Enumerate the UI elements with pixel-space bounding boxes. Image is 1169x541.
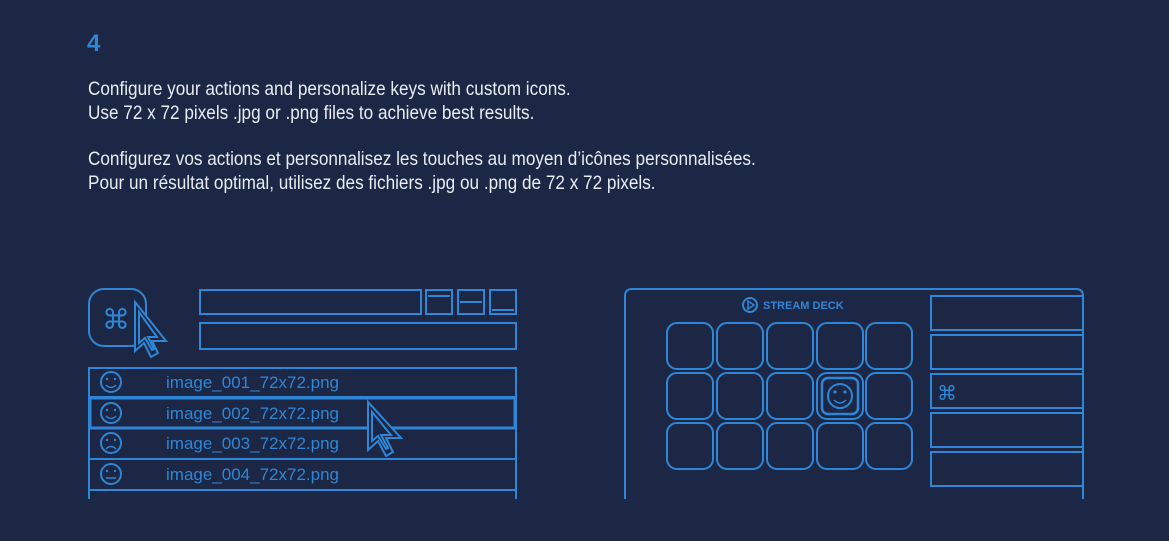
window-title-bar	[200, 290, 421, 314]
action-list-item[interactable]	[931, 413, 1083, 447]
stream-deck-key[interactable]	[717, 323, 763, 369]
stream-deck-key[interactable]	[717, 373, 763, 419]
address-bar[interactable]	[200, 323, 516, 349]
stream-deck-key[interactable]	[667, 323, 713, 369]
instructions-french-line-2: Pour un résultat optimal, utilisez des fichiers .jpg ou .png de 72 x 72 pixels.	[88, 172, 656, 194]
command-symbol: ⌘	[102, 303, 130, 336]
stream-deck-window-frame	[625, 289, 1083, 499]
file-name[interactable]: image_004_72x72.png	[166, 465, 339, 484]
instructions-english-line-2: Use 72 x 72 pixels .jpg or .png files to achieve best results.	[88, 102, 535, 124]
stream-deck-key[interactable]	[866, 423, 912, 469]
stream-deck-key[interactable]	[667, 423, 713, 469]
file-name[interactable]: image_002_72x72.png	[166, 404, 339, 423]
action-list-item[interactable]	[931, 335, 1083, 369]
sad-face-icon	[101, 433, 121, 453]
stream-deck-key[interactable]	[817, 423, 863, 469]
app-window-illustration	[89, 289, 516, 499]
stream-deck-key[interactable]	[767, 323, 813, 369]
file-name[interactable]: image_001_72x72.png	[166, 373, 339, 392]
action-list-item[interactable]	[931, 452, 1083, 486]
file-name[interactable]: image_003_72x72.png	[166, 434, 339, 453]
command-symbol: ⌘	[937, 381, 957, 405]
window-maximize-button[interactable]	[426, 290, 452, 314]
stream-deck-window	[625, 289, 1083, 499]
stream-deck-key[interactable]	[817, 323, 863, 369]
stream-deck-key[interactable]	[667, 373, 713, 419]
stream-deck-brand: STREAM DECK	[763, 300, 844, 312]
smiley-face-icon	[101, 403, 121, 423]
stream-deck-key[interactable]	[866, 323, 912, 369]
stream-deck-key[interactable]	[767, 423, 813, 469]
stream-deck-logo-icon	[743, 298, 757, 312]
smiley-face-icon	[828, 384, 852, 408]
stream-deck-key[interactable]	[767, 373, 813, 419]
instructions-french-line-1: Configurez vos actions et personnalisez les touches au moyen d’icônes personnalisées.	[88, 148, 756, 170]
instructions-english-line-1: Configure your actions and personalize keys with custom icons.	[88, 78, 571, 100]
stream-deck-key[interactable]	[866, 373, 912, 419]
action-list-item[interactable]	[931, 296, 1083, 330]
smiley-face-icon	[101, 372, 121, 392]
stream-deck-key[interactable]	[717, 423, 763, 469]
step-number: 4	[87, 30, 101, 57]
neutral-face-icon	[101, 464, 121, 484]
stream-deck-key-grid	[667, 323, 912, 469]
